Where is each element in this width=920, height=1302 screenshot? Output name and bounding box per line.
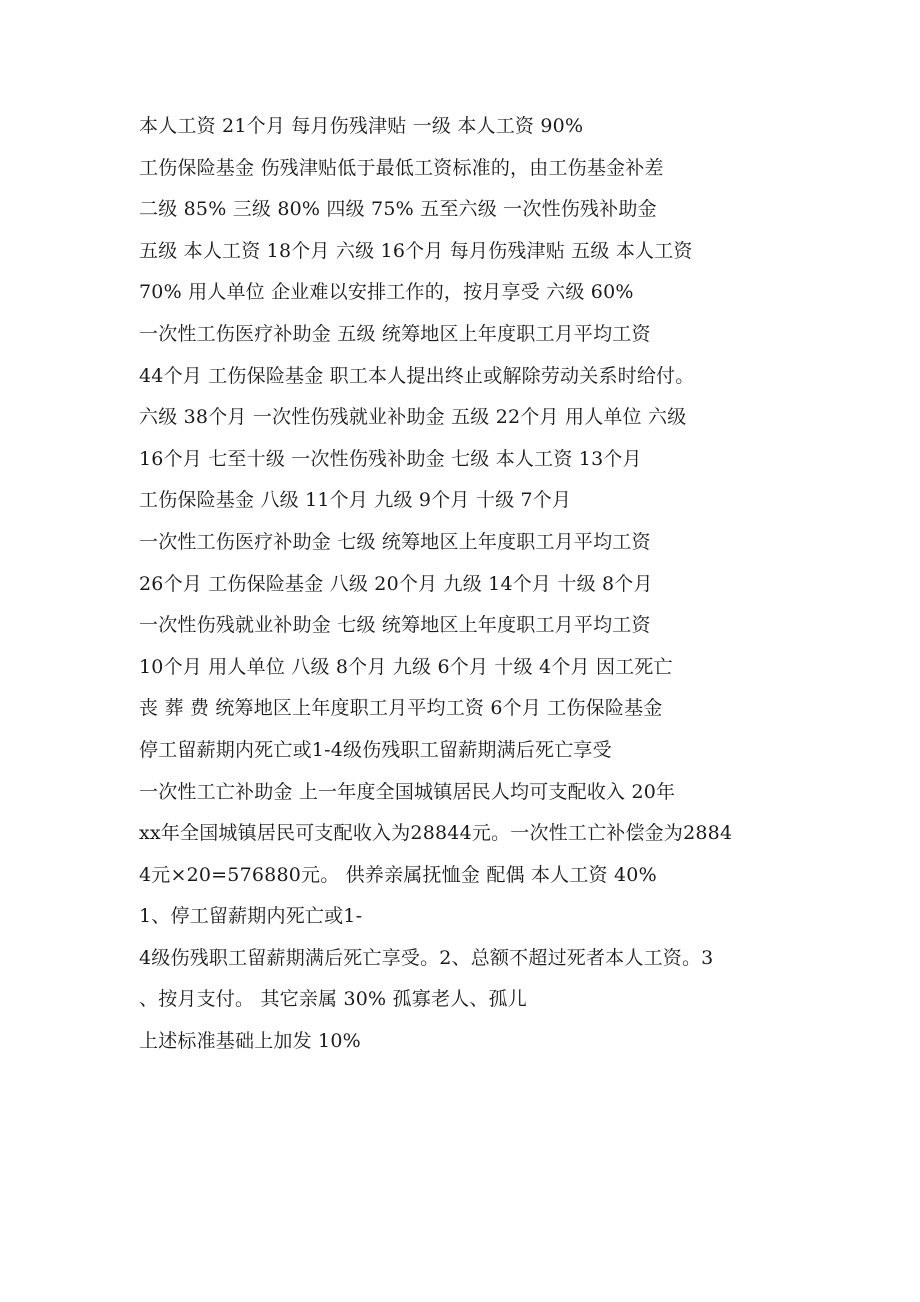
text-line: xx年全国城镇居民可支配收入为28844元。一次性工亡补偿金为2884	[139, 822, 733, 845]
text-line: 1、停工留薪期内死亡或1-	[139, 905, 363, 928]
text-line: 本人工资 21个月 每月伤残津贴 一级 本人工资 90%	[139, 115, 584, 137]
text-line: 16个月 七至十级 一次性伤残补助金 七级 本人工资 13个月	[139, 447, 642, 470]
text-line: 4级伤残职工留薪期满后死亡享受。2、总额不超过死者本人工资。3	[139, 946, 714, 969]
text-line: 工伤保险基金 八级 11个月 九级 9个月 十级 7个月	[139, 489, 572, 512]
text-line: 二级 85% 三级 80% 四级 75% 五至六级 一次性伤残补助金	[139, 198, 657, 221]
text-line: 一次性伤残就业补助金 七级 统筹地区上年度职工月平均工资	[139, 614, 651, 637]
text-line: 上述标准基础上加发 10%	[139, 1030, 361, 1053]
text-line: 停工留薪期内死亡或1-4级伤残职工留薪期满后死亡享受	[139, 738, 612, 761]
text-line: 工伤保险基金 伤残津贴低于最低工资标准的，由工伤基金补差	[139, 156, 664, 179]
text-line: 70% 用人单位 企业难以安排工作的，按月享受 六级 60%	[139, 281, 634, 304]
text-line: 五级 本人工资 18个月 六级 16个月 每月伤残津贴 五级 本人工资	[139, 239, 693, 262]
text-line: 丧 葬 费 统筹地区上年度职工月平均工资 6个月 工伤保险基金	[139, 697, 663, 720]
text-line: 26个月 工伤保险基金 八级 20个月 九级 14个月 十级 8个月	[139, 572, 653, 595]
text-line: 一次性工伤医疗补助金 七级 统筹地区上年度职工月平均工资	[139, 530, 651, 553]
text-line: 一次性工伤医疗补助金 五级 统筹地区上年度职工月平均工资	[139, 322, 651, 345]
document-body	[139, 110, 799, 1067]
text-line: 六级 38个月 一次性伤残就业补助金 五级 22个月 用人单位 六级	[139, 406, 687, 429]
text-line: 、按月支付。 其它亲属 30% 孤寡老人、孤儿	[139, 988, 527, 1011]
text-line: 44个月 工伤保险基金 职工本人提出终止或解除劳动关系时给付。	[139, 364, 695, 387]
text-line: 一次性工亡补助金 上一年度全国城镇居民人均可支配收入 20年	[139, 780, 676, 803]
text-line: 4元×20=576880元。 供养亲属抚恤金 配偶 本人工资 40%	[139, 863, 657, 886]
text-line: 10个月 用人单位 八级 8个月 九级 6个月 十级 4个月 因工死亡	[139, 655, 673, 678]
